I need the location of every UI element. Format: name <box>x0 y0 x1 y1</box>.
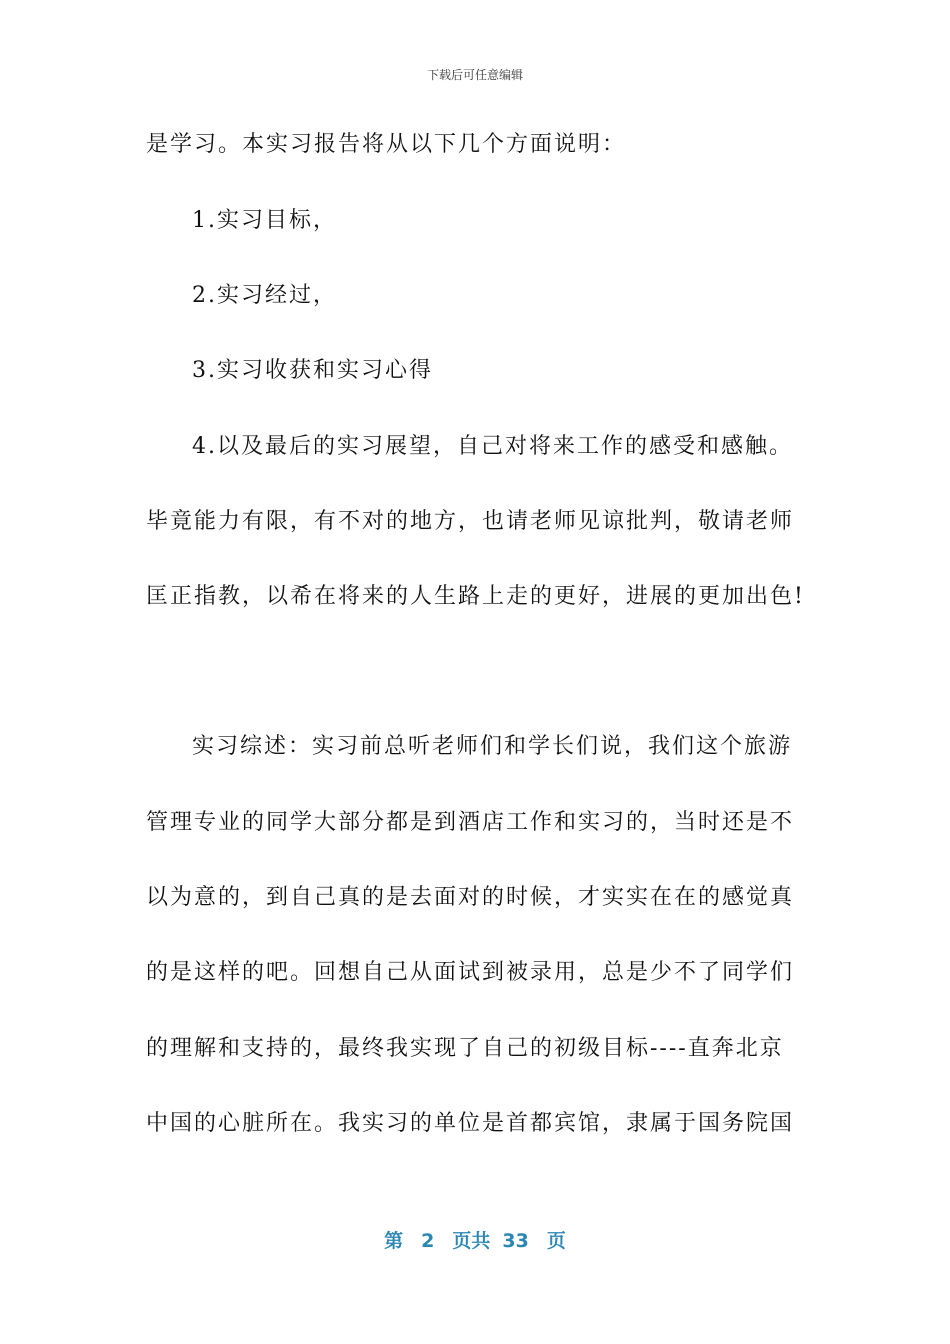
list-item-3: 3.实习收获和实习心得 <box>192 358 433 383</box>
footer-prefix: 第 <box>384 1230 404 1252</box>
footer-total-pages: 33 <box>502 1230 529 1252</box>
paragraph-line: 以为意的，到自己真的是去面对的时候，才实实在在的感觉真 <box>146 885 795 910</box>
paragraph-line: 是学习。本实习报告将从以下几个方面说明： <box>146 132 627 157</box>
page-header: 下载后可任意编辑 <box>426 68 523 82</box>
paragraph-line: 毕竟能力有限，有不对的地方，也请老师见谅批判，敬请老师 <box>146 509 795 534</box>
paragraph-line: 匡正指教，以希在将来的人生路上走的更好，进展的更加出色! <box>146 584 805 609</box>
list-item-2: 2.实习经过， <box>192 283 337 308</box>
footer-suffix: 页 <box>546 1230 566 1252</box>
paragraph-line: 的理解和支持的，最终我实现了自己的初级目标----直奔北京 <box>146 1036 784 1061</box>
footer-current-page: 2 <box>421 1230 435 1252</box>
paragraph-line: 中国的心脏所在。我实习的单位是首都宾馆，隶属于国务院国 <box>146 1111 795 1136</box>
page-footer <box>0 1226 950 1253</box>
paragraph-line: 管理专业的同学大部分都是到酒店工作和实习的，当时还是不 <box>146 810 795 835</box>
paragraph-line: 的是这样的吧。回想自己从面试到被录用，总是少不了同学们 <box>146 960 795 985</box>
paragraph-line: 实习综述：实习前总听老师们和学长们说，我们这个旅游 <box>192 734 793 759</box>
footer-middle: 页共 <box>452 1230 491 1252</box>
list-item-1: 1.实习目标， <box>192 208 337 233</box>
list-item-4: 4.以及最后的实习展望，自己对将来工作的感受和感触。 <box>192 434 793 459</box>
